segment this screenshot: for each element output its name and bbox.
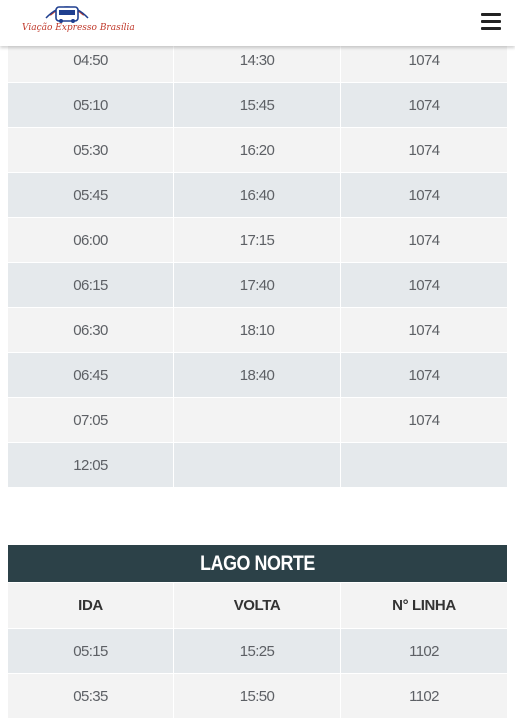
table-title-row (8, 545, 507, 583)
volta-cell: 15:25 (174, 629, 341, 674)
column-header-volta: VOLTA (174, 583, 341, 629)
ida-cell: 05:10 (8, 83, 174, 128)
ida-cell: 05:15 (8, 629, 174, 674)
brand-logo[interactable] (22, 2, 135, 42)
linha-cell: 1074 (341, 308, 507, 353)
volta-cell: 15:50 (174, 674, 341, 719)
table-row (8, 674, 507, 719)
table-row (8, 443, 507, 488)
ida-cell: 06:15 (8, 263, 174, 308)
volta-cell: 17:40 (174, 263, 341, 308)
ida-cell: 05:35 (8, 674, 174, 719)
volta-cell: 16:20 (174, 128, 341, 173)
table-row (8, 308, 507, 353)
linha-cell: 1074 (341, 263, 507, 308)
ida-cell: 05:45 (8, 173, 174, 218)
linha-cell: 1102 (341, 629, 507, 674)
bus-icon (22, 2, 112, 24)
lago-norte-table (8, 545, 507, 719)
table-row (8, 398, 507, 443)
site-header (0, 0, 515, 46)
ida-cell: 06:45 (8, 353, 174, 398)
ida-cell: 07:05 (8, 398, 174, 443)
ida-cell: 06:00 (8, 218, 174, 263)
linha-cell: 1102 (341, 674, 507, 719)
linha-cell: 1074 (341, 398, 507, 443)
volta-cell: 14:30 (174, 38, 341, 83)
ida-cell: 12:05 (8, 443, 174, 488)
ida-cell: 06:30 (8, 308, 174, 353)
linha-cell (341, 443, 507, 488)
linha-cell: 1074 (341, 218, 507, 263)
linha-cell: 1074 (341, 353, 507, 398)
table-row (8, 128, 507, 173)
volta-cell (174, 398, 341, 443)
linha-cell: 1074 (341, 83, 507, 128)
table-title-text: LAGO NORTE (200, 551, 315, 575)
column-header-ida: IDA (8, 583, 174, 629)
volta-cell: 17:15 (174, 218, 341, 263)
table-row (8, 629, 507, 674)
linha-cell: 1074 (341, 173, 507, 218)
table-row (8, 263, 507, 308)
logo-text: Viação Expresso Brasília (22, 23, 135, 33)
hamburger-menu-icon[interactable] (481, 13, 501, 31)
volta-cell: 18:40 (174, 353, 341, 398)
ida-cell: 05:30 (8, 128, 174, 173)
linha-cell: 1074 (341, 128, 507, 173)
table-row (8, 83, 507, 128)
volta-cell: 16:40 (174, 173, 341, 218)
ida-cell: 04:50 (8, 38, 174, 83)
volta-cell (174, 443, 341, 488)
table-row (8, 173, 507, 218)
column-header-linha: N° LINHA (341, 583, 507, 629)
schedule-table (8, 38, 507, 488)
table-title (8, 545, 507, 583)
volta-cell: 18:10 (174, 308, 341, 353)
linha-cell: 1074 (341, 38, 507, 83)
table-header-row (8, 583, 507, 629)
table-row (8, 353, 507, 398)
table-row (8, 218, 507, 263)
volta-cell: 15:45 (174, 83, 341, 128)
